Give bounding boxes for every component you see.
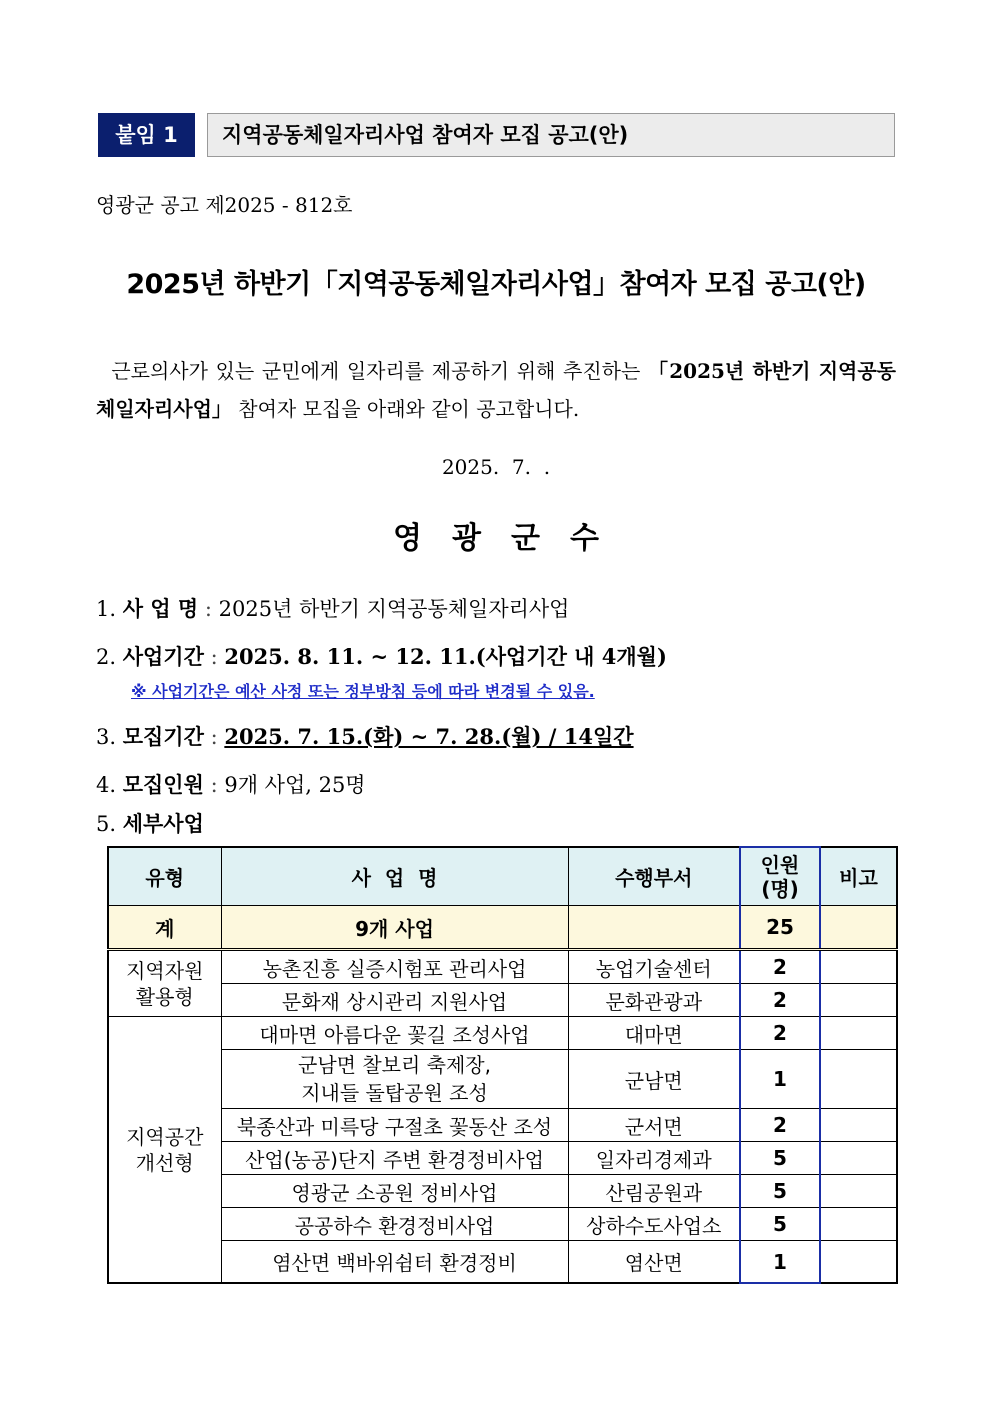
project-name: 영광군 소공원 정비사업 [221,1175,568,1208]
item-label: 사 업 명 [122,596,199,621]
item-sub-projects [96,808,204,838]
total-name: 9개 사업 [221,906,568,950]
header-type: 유형 [108,847,221,906]
group-type-line2: 개선형 [135,1150,194,1175]
item-number: 4. [96,773,117,797]
item-recruit-count: 4. 모집인원 : 9개 사업, 25명 [96,772,366,797]
header-count [740,847,820,906]
group-type [108,950,221,1017]
item-value: 2025. 7. 15.(화) ~ 7. 28.(월) / 14일간 [224,724,634,749]
project-count: 5 [740,1175,820,1208]
project-note [820,1142,897,1175]
project-dept: 농업기술센터 [568,950,740,984]
intro-text-after: 참여자 모집을 아래와 같이 공고합니다. [238,397,580,421]
project-name: 대마면 아름다운 꽃길 조성사업 [221,1017,568,1050]
project-dept: 대마면 [568,1017,740,1050]
intro-text-before: 근로의사가 있는 군민에게 일자리를 제공하기 위해 추진하는 [111,359,641,383]
item-project-name: 1. 사 업 명 : 2025년 하반기 지역공동체일자리사업 [96,596,570,621]
project-name: 농촌진흥 실증시험포 관리사업 [221,950,568,984]
item-number: 2. [96,645,117,669]
project-dept: 상하수도사업소 [568,1208,740,1241]
project-name: 문화재 상시관리 지원사업 [221,984,568,1017]
project-name: 공공하수 환경정비사업 [221,1208,568,1241]
item-label: 사업기간 [122,644,204,669]
total-note [820,906,897,950]
notice-number: 영광군 공고 제2025 - 812호 [96,193,353,217]
header-name: 사 업 명 [221,847,568,906]
intro-paragraph [96,352,896,428]
sub-project-table [107,846,898,1284]
project-name: 산업(농공)단지 주변 환경정비사업 [221,1142,568,1175]
header-note: 비고 [820,847,897,906]
total-count: 25 [740,906,820,950]
project-name: 염산면 백바위쉼터 환경정비 [221,1241,568,1284]
project-count: 2 [740,984,820,1017]
table-row [108,950,897,984]
project-dept: 산림공원과 [568,1175,740,1208]
project-dept: 문화관광과 [568,984,740,1017]
intro-bold: 「2025년 하반기 지역공동체일자리사업」 [96,359,897,421]
project-note [820,1050,897,1109]
project-count: 2 [740,950,820,984]
total-dept [568,906,740,950]
item-value: 9개 사업, 25명 [224,773,366,797]
project-dept: 염산면 [568,1241,740,1284]
project-dept: 일자리경제과 [568,1142,740,1175]
attachment-title: 지역공동체일자리사업 참여자 모집 공고(안) [207,113,895,157]
project-count: 1 [740,1241,820,1284]
project-name-line1: 군남면 찰보리 축제장, [298,1053,491,1077]
project-note [820,950,897,984]
project-dept: 군서면 [568,1109,740,1142]
project-name [221,1050,568,1109]
notice-date: 2025. 7. . [441,455,551,479]
table-row [108,1241,897,1284]
document-title: 2025년 하반기「지역공동체일자리사업」참여자 모집 공고(안) [126,269,866,300]
table-total-row [108,906,897,950]
project-note [820,1208,897,1241]
attachment-badge: 붙임 1 [98,113,195,157]
attachment-header [98,113,895,157]
item-value: 2025년 하반기 지역공동체일자리사업 [218,597,570,621]
item-number: 3. [96,725,117,749]
project-note [820,984,897,1017]
project-dept: 군남면 [568,1050,740,1109]
table-header-row [108,847,897,906]
table-row [108,1142,897,1175]
item-label: 세부사업 [122,811,204,836]
project-count: 2 [740,1109,820,1142]
table-row [108,984,897,1017]
item-project-period: 2. 사업기간 : 2025. 8. 11. ~ 12. 11.(사업기간 내 4개월) [96,644,667,669]
table-row [108,1050,897,1109]
project-note [820,1175,897,1208]
table-row [108,1175,897,1208]
project-count: 1 [740,1050,820,1109]
project-count: 5 [740,1142,820,1175]
period-change-note: ※ 사업기간은 예산 사정 또는 정부방침 등에 따라 변경될 수 있음. [131,682,595,701]
item-label: 모집인원 [122,772,204,797]
table-row [108,1017,897,1050]
group-type-line1: 지역자원 [126,958,204,983]
project-name: 북종산과 미륵당 구절초 꽃동산 조성 [221,1109,568,1142]
table-row [108,1208,897,1241]
total-label: 계 [108,906,221,950]
group-type-line1: 지역공간 [126,1124,204,1149]
item-value: 2025. 8. 11. ~ 12. 11.(사업기간 내 4개월) [224,644,667,669]
project-note [820,1109,897,1142]
header-count-line2: (명) [761,876,799,901]
item-recruit-period: 3. 모집기간 : 2025. 7. 15.(화) ~ 7. 28.(월) / 14일간 [96,724,634,749]
item-label: 모집기간 [122,724,204,749]
issuer: 영광군수 [393,521,629,556]
header-count-line1: 인원 [760,852,800,877]
project-count: 2 [740,1017,820,1050]
table-row [108,1109,897,1142]
project-note [820,1241,897,1284]
project-name-line2: 지내들 돌탑공원 조성 [301,1081,488,1105]
item-number: 1. [96,597,117,621]
group-type-line2: 활용형 [135,984,194,1009]
group-type [108,1017,221,1284]
project-count: 5 [740,1208,820,1241]
project-note [820,1017,897,1050]
header-dept: 수행부서 [568,847,740,906]
item-number: 5. [96,812,117,836]
